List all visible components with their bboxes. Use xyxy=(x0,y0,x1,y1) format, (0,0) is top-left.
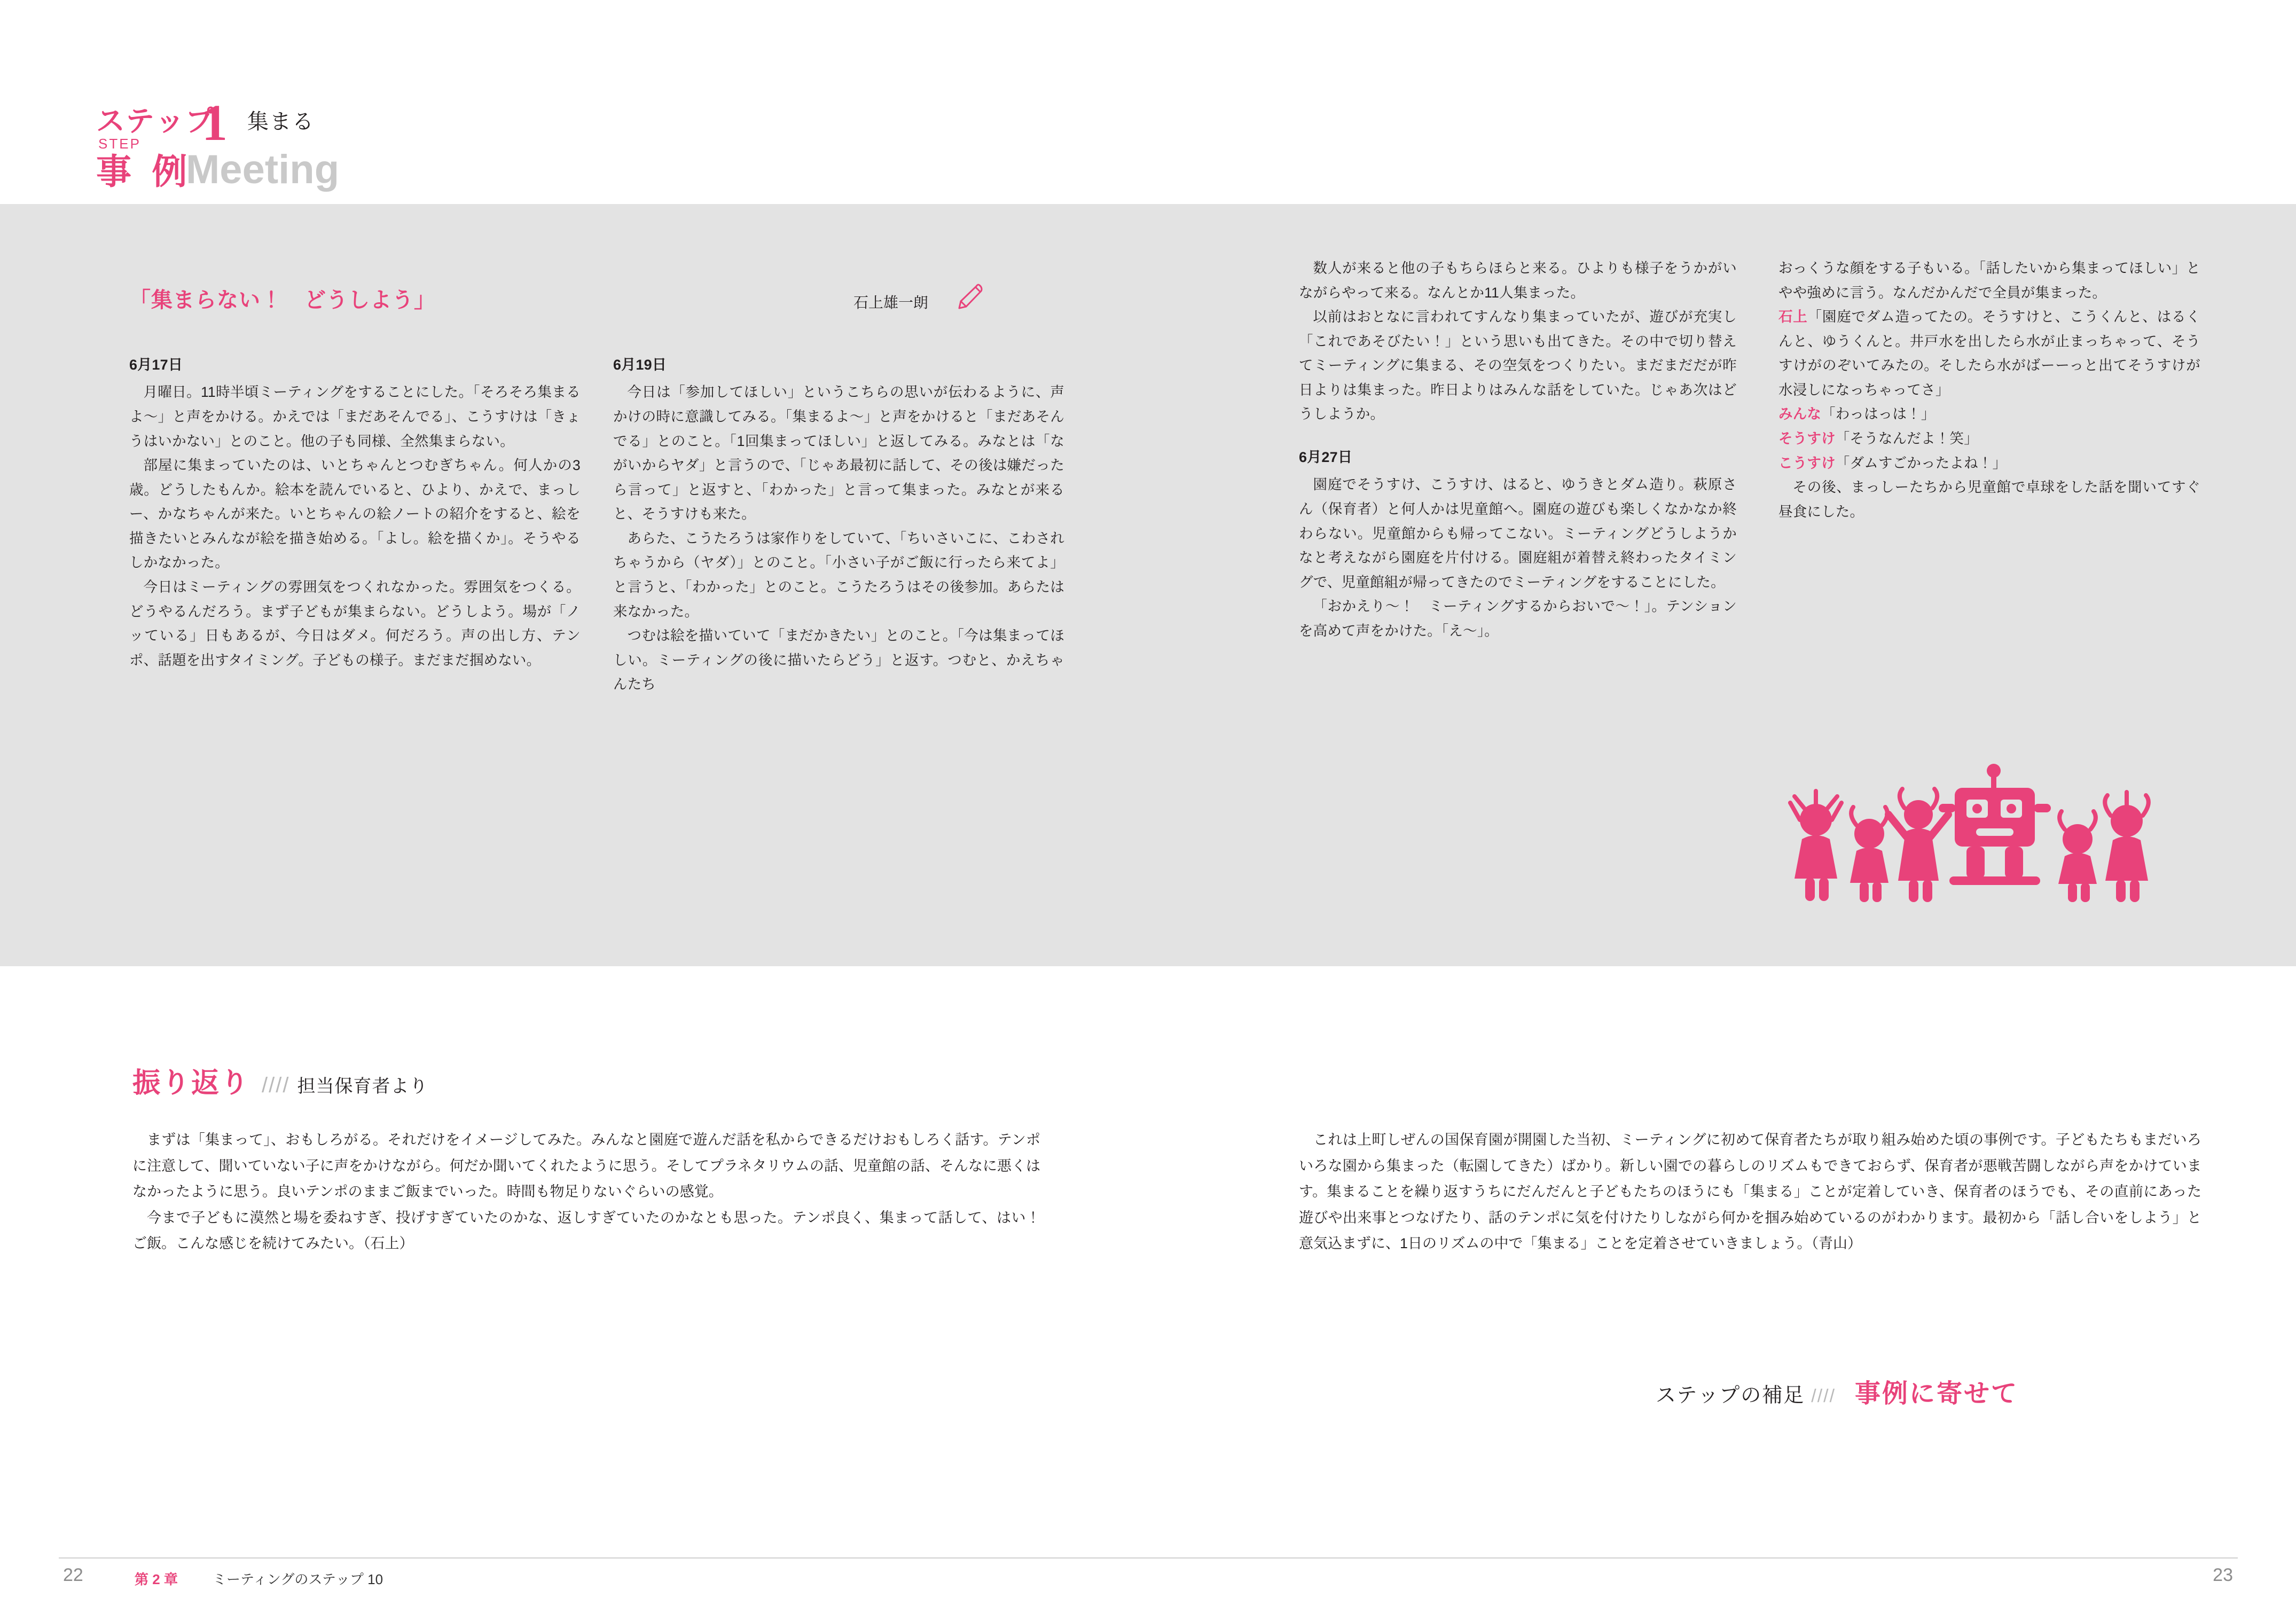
supplement-slash: //// xyxy=(1811,1386,1836,1406)
supplement-title: 事例に寄せて xyxy=(1855,1380,2019,1408)
dialogue-line xyxy=(1778,451,2200,476)
paragraph: 「おかえり〜！ ミーティングするからおいで〜！」。テンションを高めて声をかけた。「え〜」。 xyxy=(1299,598,1737,639)
date-heading: 6月27日 xyxy=(1299,449,1353,466)
reflection-right-column xyxy=(1299,1127,2201,1257)
paragraph: その後、まっしーたちから児童館で卓球をした話を聞いてすぐ昼食にした。 xyxy=(1778,479,2200,520)
paragraph: あらた、こうたろうは家作りをしていて、「ちいさいこに、こわされちゃうから（ヤダ）」とのこと。「小さい子がご飯に行ったら来てよ」と言うと、「わかった」とのこと。こうたろうはその後参加。あらたは来なかった。 xyxy=(613,530,1064,620)
paragraph: 数人が来ると他の子もちらほらと来る。ひよりも様子をうかがいながらやって来る。なんとか11人集まった。 xyxy=(1299,260,1737,301)
paragraph: つむは絵を描いていて「まだかきたい」とのこと。「今は集まってほしい。ミーティングの後に描いたらどう」と返す。つむと、かえちゃんたち xyxy=(613,628,1064,693)
paragraph: まずは「集まって」、おもしろがる。それだけをイメージしてみた。みんなと園庭で遊んだ話を私からできるだけおもしろく話す。テンポに注意して、聞いていない子に声をかけながら。何だか聞いてくれたように思う。そしてプラネタリウムの話、児童館の話、そんなに悪くはなかったように思う。良いテンポのままご飯までいった。時間も物足りないぐらいの感覚。 xyxy=(132,1132,1040,1200)
dialogue-text: 「園庭でダム造ってたの。そうすけと、こうくんと、はるくんと、ゆうくんと。井戸水を出したら水が止まっちゃって、そうすけがのぞいてみたの。そしたら水がばーーっと出てそうすけが水浸しになっちゃってさ」 xyxy=(1778,309,2201,398)
paragraph: 今日は「参加してほしい」というこちらの思いが伝わるように、声かけの時に意識してみる。「集まるよ〜」と声をかけると「まだあそんでる」とのこと。「1回集まってほしい」と返してみる。みなとは「ながいからヤダ」と言うので、「じゃあ最初に話して、その後は嫌だったら言って」と返すと、「わかった」と言って集まった。みなとが来ると、そうすけも来た。 xyxy=(613,384,1064,522)
paragraph: 今まで子どもに漠然と場を委ねすぎ、投げすぎていたのかな、返しすぎていたのかなとも思った。テンポ良く、集まって話して、はい！ ご飯。こんな感じを続けてみたい。（石上） xyxy=(132,1209,1040,1252)
dialogue-speaker: みんな xyxy=(1778,406,1822,422)
case-study-label: 事 例 xyxy=(96,152,193,191)
paragraph: これは上町しぜんの国保育園が開園した当初、ミーティングに初めて保育者たちが取り組み始めた頃の事例です。子どもたちもまだいろいろな園から集まった（転園してきた）ばかり。新しい園での暮らしのリズムもできておらず、保育者が悪戦苦闘しながら声をかけています。集まることを繰り返すうちにだんだんと子どもたちのほうにも「集まる」ことが定着していき、保育者のほうでも、その直前にあった遊びや出来事とつなげたり、話のテンポに気を付けたりしながら何かを掴み始めているのがわかります。最初から「話し合いをしよう」と意気込まずに、1日のリズムの中で「集まる」ことを定着させていきましょう。（青山） xyxy=(1299,1132,2201,1252)
dialogue-speaker: そうすけ xyxy=(1778,430,1836,447)
chapter-title: ミーティングのステップ 10 xyxy=(213,1571,383,1587)
supplement-label: ステップの補足 xyxy=(1656,1384,1805,1407)
paragraph: 以前はおとなに言われてすんなり集まっていたが、遊びが充実し「これであそびたい！」という思いも出てきた。その中で切り替えてミーティングに集まる、その空気をつくりたい。まだまだだが昨日よりは集まった。昨日よりはみんな話をしていた。じゃあ次はどうしようか。 xyxy=(1299,309,1737,422)
case-column-4 xyxy=(1778,256,2200,524)
footer-divider xyxy=(59,1557,2238,1559)
chapter-number: 第 2 章 xyxy=(135,1571,178,1587)
dialogue-line xyxy=(1778,427,2200,451)
dialogue-text: 「ダムすごかったよね！」 xyxy=(1835,455,2007,471)
paragraph: おっくうな顔をする子もいる。「話したいから集まってほしい」とやや強めに言う。なんだかんだで全員が集まった。 xyxy=(1778,260,2200,301)
step-title: 集まる xyxy=(247,110,315,134)
dialogue-speaker: 石上 xyxy=(1778,309,1808,325)
paragraph: 今日はミーティングの雰囲気をつくれなかった。雰囲気をつくる。どうやるんだろう。まず子どもが集まらない。どうしよう。場が「ノッている」日もあるが、今日はダメ。何だろう。声の出し方、テンポ、話題を出すタイミング。子どもの様子。まだまだ掴めない。 xyxy=(129,579,581,668)
step-header xyxy=(96,94,577,214)
case-column-2 xyxy=(613,353,1064,697)
reflection-title: 振り返り xyxy=(132,1068,250,1099)
page-number-left: 22 xyxy=(63,1565,83,1585)
paragraph: 月曜日。11時半頃ミーティングをすることにした。「そろそろ集まるよ〜」と声をかける。かえでは「まだあそんでる」、こうすけは「きょうはいかない」とのこと。他の子も同様、全然集まらない。 xyxy=(129,384,581,449)
paragraph: 園庭でそうすけ、こうすけ、はると、ゆうきとダム造り。萩原さん（保育者）と何人かは児童館へ。園庭の遊びも楽しくなかなか終わらない。児童館からも帰ってこない。ミーティングどうしようかなと考えながら園庭を片付ける。園庭組が着替え終わったタイミングで、児童館組が帰ってきたのでミーティングをすることにした。 xyxy=(1299,476,1737,590)
reflection-heading xyxy=(132,1060,428,1100)
pencil-icon xyxy=(956,282,985,311)
dialogue-text: 「わっはっは！」 xyxy=(1821,406,1935,422)
dialogue-line xyxy=(1778,402,2200,427)
case-title: 「集まらない！ どうしよう」 xyxy=(129,288,436,312)
dialogue-speaker: こうすけ xyxy=(1778,455,1836,471)
case-column-1 xyxy=(129,353,581,672)
step-number: 1 xyxy=(202,94,228,151)
dialogue-text: 「そうなんだよ！笑」 xyxy=(1835,430,1978,447)
children-and-robot-illustration xyxy=(1778,740,2174,916)
reflection-left-column xyxy=(132,1127,1040,1257)
meeting-english-title: Meeting xyxy=(186,147,340,192)
step-word: ステップ xyxy=(96,105,215,137)
date-heading: 6月19日 xyxy=(613,357,667,373)
case-column-3 xyxy=(1299,256,1737,644)
reflection-subtitle: 担当保育者より xyxy=(297,1076,428,1097)
dialogue-line xyxy=(1778,305,2200,402)
paragraph: 部屋に集まっていたのは、いとちゃんとつむぎちゃん。何人かの3歳。どうしたもんか。絵本を読んでいると、ひより、かえで、まっしー、かなちゃんが来た。いとちゃんの絵ノートの紹介をすると、絵を描きたいとみんなが絵を描き始める。「よし。絵を描くか」。そうやるしかなかった。 xyxy=(129,457,581,571)
reflection-slash: //// xyxy=(262,1074,290,1097)
step-en-label: STEP xyxy=(98,136,141,152)
page-number-right: 23 xyxy=(2213,1565,2233,1585)
case-author: 石上雄一朗 xyxy=(853,294,929,311)
date-heading: 6月17日 xyxy=(129,357,183,373)
supplement-heading xyxy=(1656,1373,2018,1409)
